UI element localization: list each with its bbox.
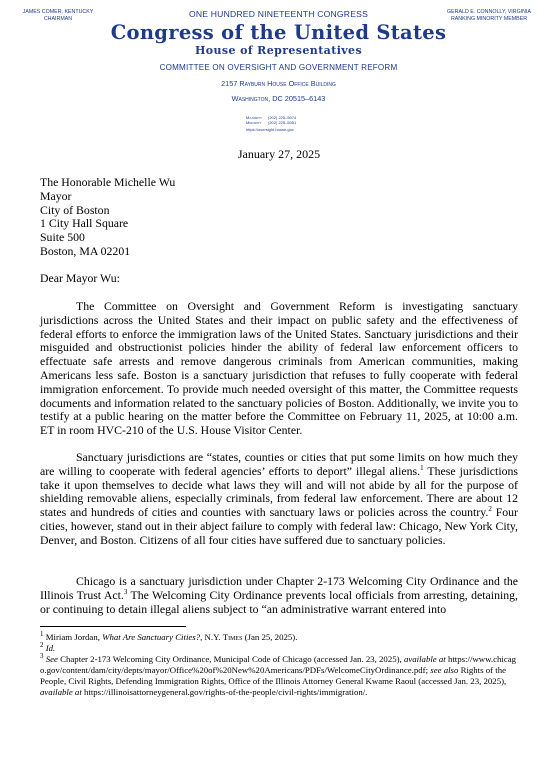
footnote-signal: see also — [430, 665, 459, 675]
recipient-address — [40, 176, 175, 259]
footnote-text: Chapter 2-173 Welcoming City Ordinance, Municipal Code of Chicago (accessed Jan. 23, 2025), — [57, 654, 404, 664]
footnote-divider — [40, 626, 186, 627]
chairman-title: CHAIRMAN — [43, 15, 73, 22]
letter-date: January 27, 2025 — [237, 147, 321, 161]
majority-label: Majority — [246, 115, 262, 120]
paragraph-3-text: Chicago is a sanctuary jurisdiction under Chapter 2-173 Welcoming City Ordinance and the Illinois Trust Act. — [40, 574, 518, 602]
paragraph-2-text: Sanctuary jurisdictions are “states, counties or cities that put some limits on how much they are willing to cooperate with federal agencies’ efforts to deport” illegal aliens. — [40, 450, 518, 478]
paragraph-2 — [40, 451, 518, 548]
congress-number: ONE HUNDRED NINETEENTH CONGRESS — [188, 9, 369, 19]
ranking-member-block — [439, 9, 539, 22]
congress-title: Congress of the United States — [110, 21, 447, 44]
footnote-2 — [40, 643, 518, 654]
phone-numbers — [246, 115, 316, 125]
footnote-ref[interactable]: 1 — [420, 463, 424, 472]
minority-label: Minority — [246, 120, 262, 126]
letterhead-center — [0, 9, 557, 103]
chairman-name: JAMES COMER, KENTUCKY — [22, 9, 94, 15]
minority-phone-row — [246, 120, 316, 125]
recipient-line: Boston, MA 02201 — [40, 243, 131, 258]
letterhead — [0, 0, 557, 140]
footnote-text: Rights of the People, Civil Rights, Defending Immigration Rights, Office of the Illinois Attorney General Kwame Raoul (accessed Jan. 23, 2025), — [40, 665, 507, 686]
paragraph-3 — [40, 575, 518, 616]
committee-name: COMMITTEE ON OVERSIGHT AND GOVERNMENT REFORM — [159, 63, 398, 72]
paragraph-2-text: Four cities, however, stand out in their abject failure to comply with federal law: Chicago, New York City, Denver, and Boston. Citizens of all four cities have suffered due to sanctuary policies. — [40, 505, 518, 547]
footnote-ref[interactable]: 3 — [123, 587, 128, 596]
recipient-line: Suite 500 — [40, 230, 85, 245]
paragraph-2-text: These jurisdictions take it upon themselves to decide what laws they will and will not abide by all for the purpose of shielding removable aliens, especially criminals, from federal law enforcement. There are about 12 states and hundreds of cities and counties with sanctuary laws or policies across the country. — [40, 463, 518, 520]
footnote-publication: Times — [222, 632, 243, 642]
footnote-number: 3 — [40, 652, 44, 661]
office-city: Washington, DC 20515–6143 — [231, 94, 326, 103]
house-title: House of Representatives — [194, 44, 363, 57]
footnote-number: 1 — [40, 630, 44, 639]
footnote-3 — [40, 654, 518, 698]
footnote-1 — [40, 632, 518, 643]
recipient-line: City of Boston — [40, 202, 110, 217]
recipient-line: 1 City Hall Square — [40, 216, 129, 231]
footnote-article-title: What Are Sanctuary Cities? — [102, 632, 201, 642]
footnote-link[interactable]: https://illinoisattorneygeneral.gov/rights-of-the-people/civil-rights/immigration/. — [81, 687, 368, 697]
office-address: 2157 Rayburn House Office Building — [221, 79, 336, 88]
ranking-member-title: RANKING MINORITY MEMBER — [450, 15, 528, 22]
minority-phone: (202) 225–5051 — [268, 120, 297, 126]
paragraph-3-text: The Welcoming City Ordinance prevents local officials from arresting, detaining, or continuing to detain illegal aliens subject to “an administrative warrant entered into — [40, 587, 518, 616]
footnote-link[interactable]: https://www.chicago.gov/content/dam/city/depts/mayor/Office%20of%20New%20Americans/PDFs/WelcomeCityOrdinance.pdf; — [40, 654, 517, 675]
paragraph-1: The Committee on Oversight and Government Reform is investigating sanctuary jurisdictions across the United States and their impact on public safety and the effectiveness of federal efforts to enforce the immigration laws of the United States. Sanctuary jurisdictions and their misguided and obstructionist policies hinder the ability of federal law enforcement officers to effectuate safe arrests and remove dangerous criminals from American communities, making Americans less safe. Boston is a sanctuary jurisdiction that refuses to fully cooperate with federal immigration enforcement. To provide much needed oversight of this matter, the Committee requests documents and information related to the sanctuary policies of Boston. Additionally, we invite you to testify at a public hearing on the matter before the Committee on February 11, 2025, at 10:00 a.m. ET in room HVC-210 of the U.S. House Visitor Center. — [40, 299, 518, 438]
footnote-ref[interactable]: 2 — [488, 505, 492, 514]
majority-phone: (202) 225–5074 — [268, 115, 297, 120]
footnote-signal: available at — [40, 687, 82, 697]
website-link[interactable]: https://oversight.house.gov — [246, 127, 294, 132]
recipient-line: The Honorable Michelle Wu — [40, 175, 176, 189]
ranking-member-name: GERALD E. CONNOLLY, VIRGINIA — [447, 9, 531, 15]
footnote-signal: available at — [403, 654, 446, 664]
footnote-signal: See — [45, 654, 58, 664]
footnote-text: Id. — [45, 643, 56, 653]
recipient-line: Mayor — [40, 188, 72, 203]
salutation: Dear Mayor Wu: — [40, 271, 120, 285]
footnote-number: 2 — [40, 641, 44, 650]
footnote-text: Miriam Jordan, — [43, 632, 103, 642]
footnote-text: , N.Y. — [200, 632, 223, 642]
footnotes — [40, 632, 518, 698]
footnote-text: (Jan 25, 2025). — [242, 632, 298, 642]
